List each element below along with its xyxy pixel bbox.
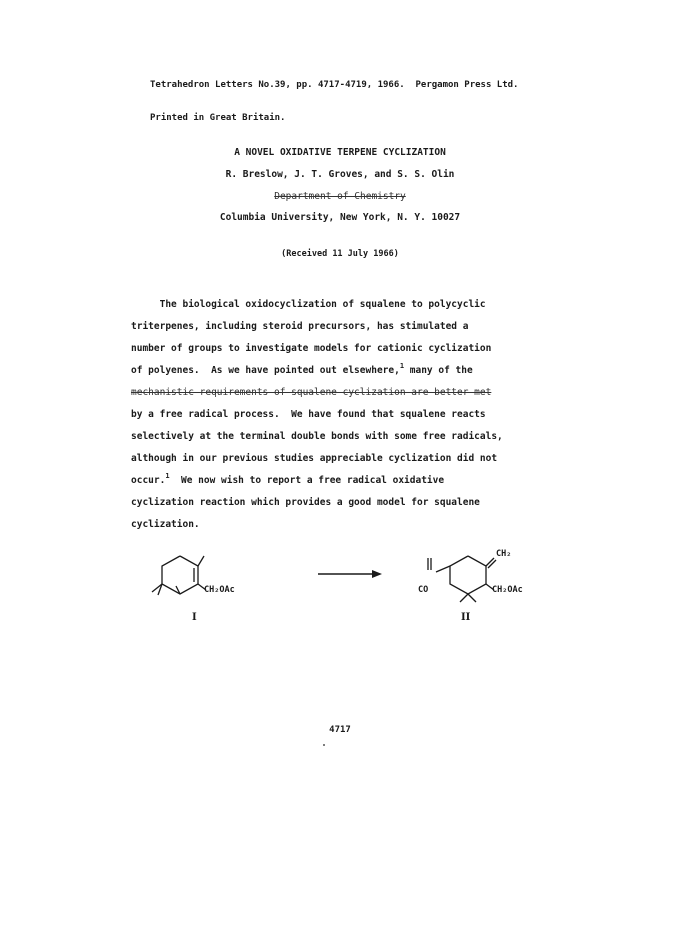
body-text-segment: of polyenes. As we have pointed out elsewhere, — [131, 365, 400, 376]
body-text-segment: occur. — [131, 475, 166, 486]
compound-1-structure — [152, 556, 206, 595]
header-printed: Printed in Great Britain. — [150, 113, 286, 123]
compound-1-label: I — [192, 612, 197, 623]
compound-2-label: II — [461, 612, 471, 623]
compound-1-substituent: CH₂OAc — [204, 585, 235, 595]
body-line: by a free radical process. We have found that squalene reacts — [131, 409, 486, 420]
body-line: selectively at the terminal double bonds with some free radicals, — [131, 431, 503, 442]
received-date: (Received 11 July 1966) — [281, 249, 399, 259]
article-title: A NOVEL OXIDATIVE TERPENE CYCLIZATION — [234, 147, 446, 158]
compound-2-substituent: CH₂OAc — [492, 585, 523, 595]
body-line: cyclization reaction which provides a good model for squalene — [131, 497, 480, 508]
article-authors: R. Breslow, J. T. Groves, and S. S. Olin — [225, 169, 455, 180]
page-number: 4717 — [329, 725, 351, 735]
body-line: triterpenes, including steroid precursors, has stimulated a — [131, 321, 469, 332]
reaction-scheme — [150, 548, 550, 633]
compound-2-methylene: CH₂ — [496, 549, 512, 559]
reference-marker: 1 — [165, 472, 170, 480]
reference-marker: 1 — [399, 362, 405, 370]
compound-2-structure — [428, 556, 496, 602]
body-line: The biological oxidocyclization of squalene to polycyclic — [131, 299, 486, 310]
body-line: mechanistic requirements of squalene cyclization are better met — [131, 387, 492, 398]
body-line: number of groups to investigate models for cationic cyclization — [131, 343, 492, 354]
author-department: Department of Chemistry — [274, 191, 406, 202]
journal-header — [150, 58, 518, 146]
reaction-arrow-icon — [318, 570, 382, 578]
header-citation: Tetrahedron Letters No.39, pp. 4717-4719, 1966. Pergamon Press Ltd. — [150, 80, 519, 90]
article-body — [131, 294, 551, 536]
body-text-segment: many of the — [404, 365, 473, 376]
body-line: cyclization. — [131, 519, 200, 530]
author-affiliation: Columbia University, New York, N. Y. 10027 — [219, 212, 461, 223]
print-speck — [323, 744, 325, 746]
body-text-segment: We now wish to report a free radical oxidative — [169, 475, 445, 486]
body-line — [131, 470, 551, 492]
compound-2-carbonyl: CO — [418, 585, 429, 595]
body-line — [131, 360, 551, 382]
body-line: although in our previous studies appreciable cyclization did not — [131, 453, 498, 464]
